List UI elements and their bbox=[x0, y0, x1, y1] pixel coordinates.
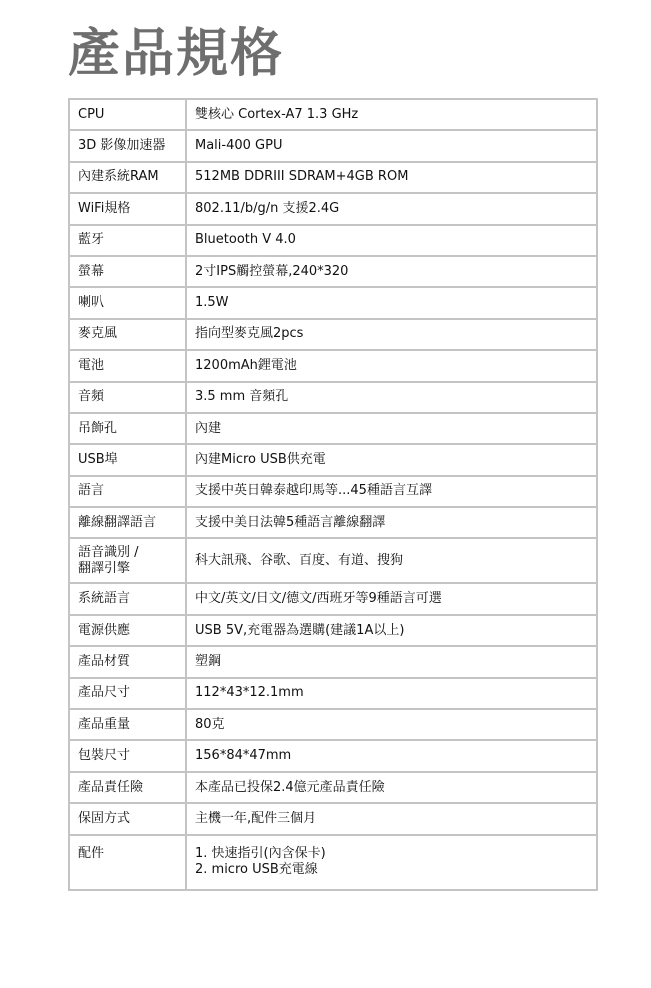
spec-value: 支援中英日韓泰越印馬等...45種語言互譯 bbox=[186, 476, 597, 507]
spec-row-usb bbox=[69, 444, 597, 475]
spec-row-dimensions bbox=[69, 678, 597, 709]
spec-label-line: 翻譯引擎 bbox=[78, 560, 131, 576]
spec-label: 內建系統RAM bbox=[69, 162, 186, 193]
spec-label: 螢幕 bbox=[69, 256, 186, 287]
spec-label: 系統語言 bbox=[69, 583, 186, 614]
spec-row-liability-insurance bbox=[69, 772, 597, 803]
spec-value: 指向型麥克風2pcs bbox=[186, 319, 597, 350]
spec-value: 內建 bbox=[186, 413, 597, 444]
spec-row-ram bbox=[69, 162, 597, 193]
spec-value: USB 5V,充電器為選購(建議1A以上) bbox=[186, 615, 597, 646]
spec-label: 離線翻譯語言 bbox=[69, 507, 186, 538]
spec-value: 2寸IPS觸控螢幕,240*320 bbox=[186, 256, 597, 287]
spec-value: 中文/英文/日文/德文/西班牙等9種語言可選 bbox=[186, 583, 597, 614]
spec-label: 產品重量 bbox=[69, 709, 186, 740]
spec-row-languages bbox=[69, 476, 597, 507]
spec-label: 喇叭 bbox=[69, 287, 186, 318]
spec-value: 80克 bbox=[186, 709, 597, 740]
spec-label: 電源供應 bbox=[69, 615, 186, 646]
spec-value: 3.5 mm 音頻孔 bbox=[186, 382, 597, 413]
spec-label: 包裝尺寸 bbox=[69, 740, 186, 771]
spec-table bbox=[68, 98, 598, 891]
spec-row-offline-translation bbox=[69, 507, 597, 538]
spec-label: WiFi規格 bbox=[69, 193, 186, 224]
spec-row-bluetooth bbox=[69, 225, 597, 256]
spec-value: 112*43*12.1mm bbox=[186, 678, 597, 709]
spec-value: 科大訊飛、谷歌、百度、有道、搜狗 bbox=[186, 538, 597, 583]
spec-row-accessories bbox=[69, 835, 597, 890]
spec-row-package-size bbox=[69, 740, 597, 771]
spec-value: 主機一年,配件三個月 bbox=[186, 803, 597, 834]
spec-label: 3D 影像加速器 bbox=[69, 130, 186, 161]
spec-value: 802.11/b/g/n 支援2.4G bbox=[186, 193, 597, 224]
spec-value: 雙核心 Cortex-A7 1.3 GHz bbox=[186, 99, 597, 130]
spec-row-microphone bbox=[69, 319, 597, 350]
spec-value: 內建Micro USB供充電 bbox=[186, 444, 597, 475]
spec-label: 產品責任險 bbox=[69, 772, 186, 803]
spec-label: 吊飾孔 bbox=[69, 413, 186, 444]
spec-label-line: 語音識別 / bbox=[78, 544, 139, 560]
spec-value: 塑鋼 bbox=[186, 646, 597, 677]
spec-row-system-language bbox=[69, 583, 597, 614]
spec-label: CPU bbox=[69, 99, 186, 130]
spec-value-line: 1. 快速指引(內含保卡) bbox=[195, 845, 326, 861]
spec-value: Mali-400 GPU bbox=[186, 130, 597, 161]
spec-label: 音頻 bbox=[69, 382, 186, 413]
spec-row-warranty bbox=[69, 803, 597, 834]
spec-row-gpu bbox=[69, 130, 597, 161]
spec-value-line: 2. micro USB充電線 bbox=[195, 861, 318, 877]
spec-label: 語言 bbox=[69, 476, 186, 507]
spec-value: Bluetooth V 4.0 bbox=[186, 225, 597, 256]
spec-row-power bbox=[69, 615, 597, 646]
spec-value: 512MB DDRIII SDRAM+4GB ROM bbox=[186, 162, 597, 193]
spec-label: 產品尺寸 bbox=[69, 678, 186, 709]
spec-value: 支援中美日法韓5種語言離線翻譯 bbox=[186, 507, 597, 538]
spec-label: 藍牙 bbox=[69, 225, 186, 256]
spec-value: 本產品已投保2.4億元產品責任險 bbox=[186, 772, 597, 803]
spec-row-audio bbox=[69, 382, 597, 413]
spec-label: 麥克風 bbox=[69, 319, 186, 350]
page-title: 產品規格 bbox=[68, 24, 285, 84]
spec-label: 配件 bbox=[69, 835, 186, 890]
spec-label: 保固方式 bbox=[69, 803, 186, 834]
spec-row-wifi bbox=[69, 193, 597, 224]
spec-value: 156*84*47mm bbox=[186, 740, 597, 771]
spec-row-weight bbox=[69, 709, 597, 740]
spec-row-speech-engine bbox=[69, 538, 597, 583]
spec-row-lanyard-hole bbox=[69, 413, 597, 444]
spec-value: 1.5W bbox=[186, 287, 597, 318]
spec-label: 產品材質 bbox=[69, 646, 186, 677]
spec-label: USB埠 bbox=[69, 444, 186, 475]
spec-label: 電池 bbox=[69, 350, 186, 381]
spec-value: 1200mAh鋰電池 bbox=[186, 350, 597, 381]
spec-row-battery bbox=[69, 350, 597, 381]
spec-label bbox=[69, 538, 186, 583]
spec-row-cpu bbox=[69, 99, 597, 130]
spec-row-material bbox=[69, 646, 597, 677]
spec-row-speaker bbox=[69, 287, 597, 318]
spec-value bbox=[186, 835, 597, 890]
spec-row-screen bbox=[69, 256, 597, 287]
